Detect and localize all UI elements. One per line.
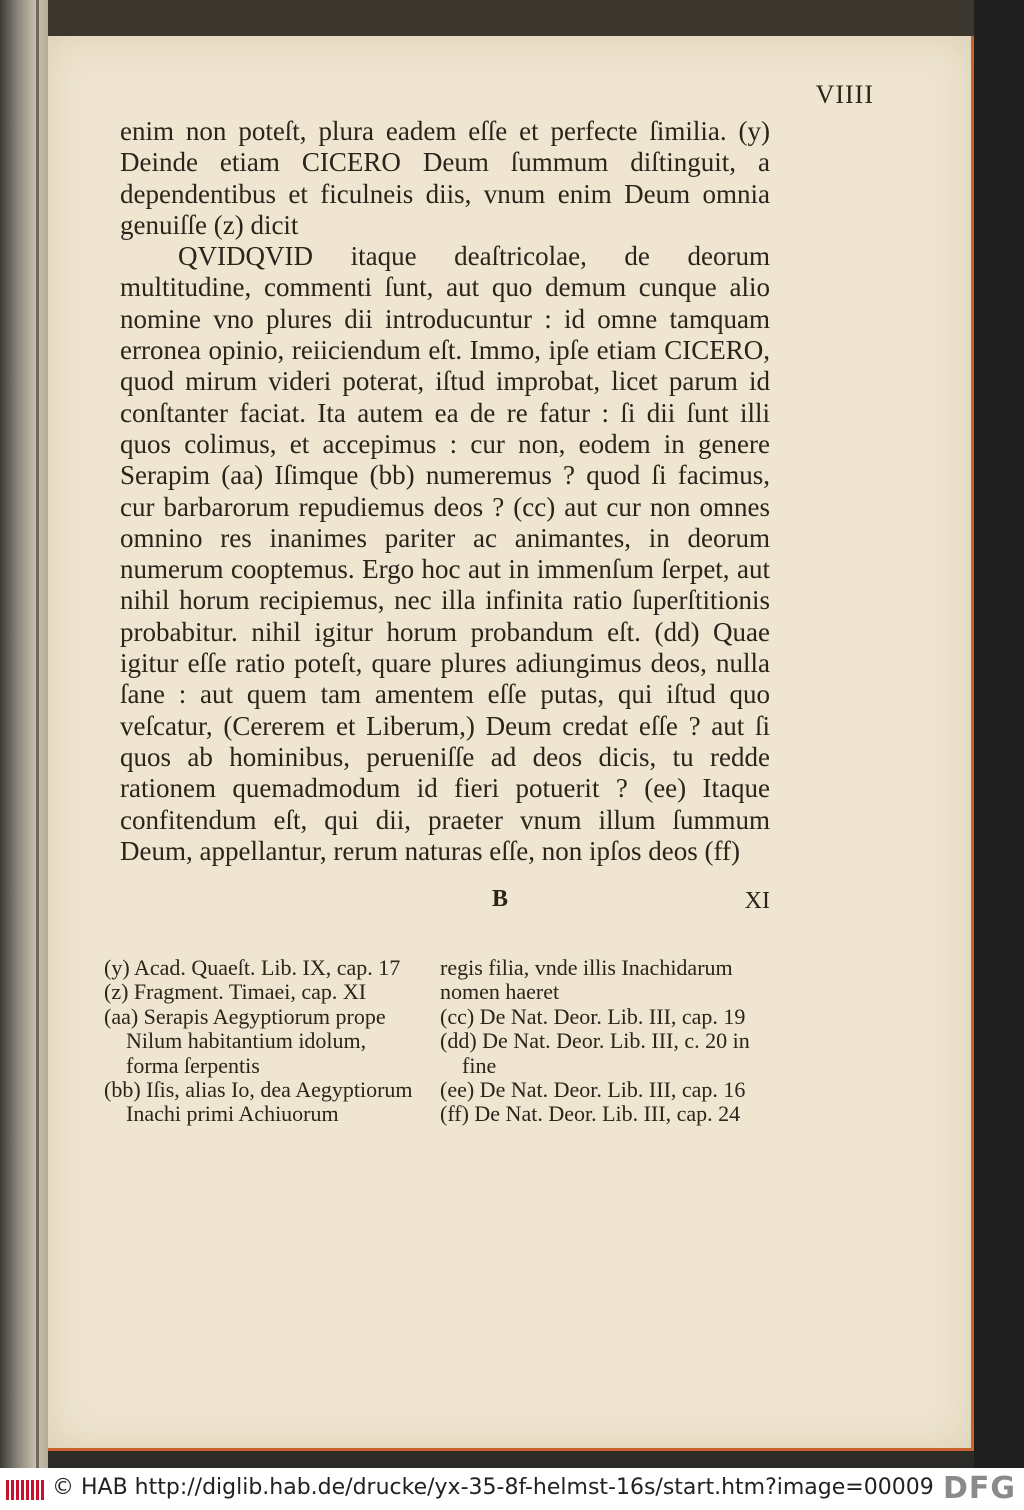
signature-mark: B	[492, 886, 509, 912]
dfg-logo: DFG	[942, 1471, 1016, 1506]
footnotes-left-column	[104, 956, 422, 1127]
viewer-footer	[0, 1468, 1024, 1510]
page-bottom-marks	[120, 886, 770, 918]
paragraph-1: enim non poteſt, plura eadem eſſe et perfecte ſimilia. (y) Deinde etiam CICERO Deum ſummum diſtinguit, a dependentibus et ficulneis diis, vnum enim Deum omnia genuiſſe (z) dicit	[120, 116, 770, 240]
footnote-bb-continued: regis filia, vnde illis Inachidarum nomen haeret	[440, 955, 733, 1005]
scan-right-margin	[974, 0, 1024, 1468]
scan-top-margin	[48, 0, 974, 36]
footnote-z: (z) Fragment. Timaei, cap. XI	[104, 979, 367, 1005]
footnote-ee: (ee) De Nat. Deor. Lib. III, cap. 16	[440, 1077, 746, 1103]
footnote-aa: (aa) Serapis Aegyptiorum prope Nilum habitantium idolum, forma ſerpentis	[104, 1003, 386, 1078]
catchword: XI	[744, 888, 770, 914]
footnote-ff: (ff) De Nat. Deor. Lib. III, cap. 24	[440, 1101, 741, 1127]
main-text	[120, 116, 770, 867]
book-spine-edge	[36, 0, 39, 1468]
page-folio: VIIII	[815, 80, 874, 109]
footnotes-right-column	[440, 956, 772, 1127]
scan-bottom-margin	[48, 1451, 974, 1468]
footnote-cc: (cc) De Nat. Deor. Lib. III, cap. 19	[440, 1003, 746, 1029]
barcode-icon	[6, 1480, 44, 1500]
source-link[interactable]: © HAB http://diglib.hab.de/drucke/yx-35-8f-helmst-16s/start.htm?image=00009	[52, 1475, 934, 1500]
book-gutter	[0, 0, 48, 1468]
footnote-bb: (bb) Iſis, alias Io, dea Aegyptiorum Inachi primi Achiuorum	[104, 1077, 413, 1127]
footnote-y: (y) Acad. Quaeſt. Lib. IX, cap. 17	[104, 955, 401, 980]
paragraph-2: QVIDQVID itaque deaſtricolae, de deorum multitudine, commenti ſunt, aut quo demum cunque alio nomine vno plures dii introducuntur : id omne tamquam erronea opinio, reiiciendum eſt. Immo, ipſe etiam CICERO, quod mirum videri poterat, iſtud improbat, licet parum id conſtanter faciat. Ita autem ea de re fatur : ſi dii ſunt illi quos colimus, et accepimus : cur non, eodem in genere Serapim (aa) Iſimque (bb) numeremus ? quod ſi facimus, cur barbarorum repudiemus deos ? (cc) aut cur non omnes omnino res inanimes pariter ac animantes, in deorum numerum cooptemus. Ergo hoc aut in immenſum ſerpet, aut nihil horum recipiemus, nec illa infinita ratio ſuperſtitionis probabitur. nihil igitur horum probandum eſt. (dd) Quae igitur eſſe ratio poteſt, quare plures adiungimus deos, nulla ſane : aut quem tam amentem eſſe putas, qui iſtud quo veſcatur, (Cererem et Liberum,) Deum credat eſſe ? aut ſi quos ab hominibus, perueniſſe ad deos dicis, tu redde rationem quemadmodum id fieri potuerit ? (ee) Itaque confitendum eſt, qui dii, praeter vnum illum ſummum Deum, appellantur, rerum naturas eſſe, non ipſos deos (ff)	[120, 241, 770, 866]
footnote-dd: (dd) De Nat. Deor. Lib. III, c. 20 in fine	[440, 1028, 750, 1078]
